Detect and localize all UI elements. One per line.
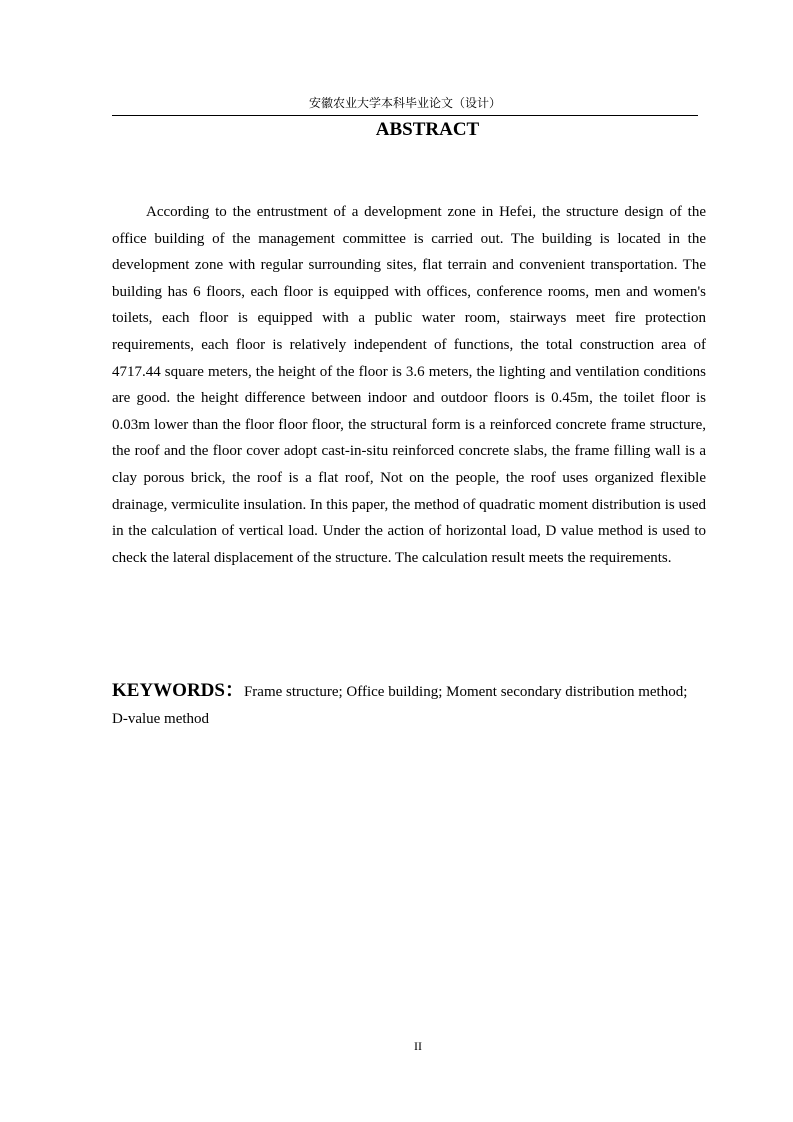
running-header: 安徽农业大学本科毕业论文（设计）: [308, 96, 501, 110]
keywords-label: KEYWORDS：: [112, 680, 244, 701]
keywords-section: [112, 677, 706, 733]
abstract-body: According to the entrustment of a development zone in Hefei, the structure design of the office building of the management committee is carried out. The building is located in the development zone with regular surrounding sites, flat terrain and convenient transportation. The building has 6 floors, each floor is equipped with offices, conference rooms, men and women's toilets, each floor is equipped with a public water room, stairways meet fire protection requirements, each floor is relatively independent of functions, the total construction area of 4717.44 square meters, the height of the floor is 3.6 meters, the lighting and ventilation conditions are good. the height difference between indoor and outdoor floors is 0.45m, the toilet floor is 0.03m lower than the floor floor floor, the structural form is a reinforced concrete frame structure, the roof and the floor cover adopt cast-in-situ reinforced concrete slabs, the frame filling wall is a clay porous brick, the roof is a flat roof, Not on the people, the roof uses organized flexible drainage, vermiculite insulation. In this paper, the method of quadratic moment distribution is used in the calculation of vertical load. Under the action of horizontal load, D value method is used to check the lateral displacement of the structure. The calculation result meets the requirements.: [112, 204, 706, 566]
header-divider: [112, 115, 698, 116]
page-number: II: [414, 1039, 422, 1053]
keywords-text: Frame structure; Office building; Moment secondary distribution method; D-value method: [112, 684, 688, 727]
abstract-title: ABSTRACT: [375, 119, 480, 140]
